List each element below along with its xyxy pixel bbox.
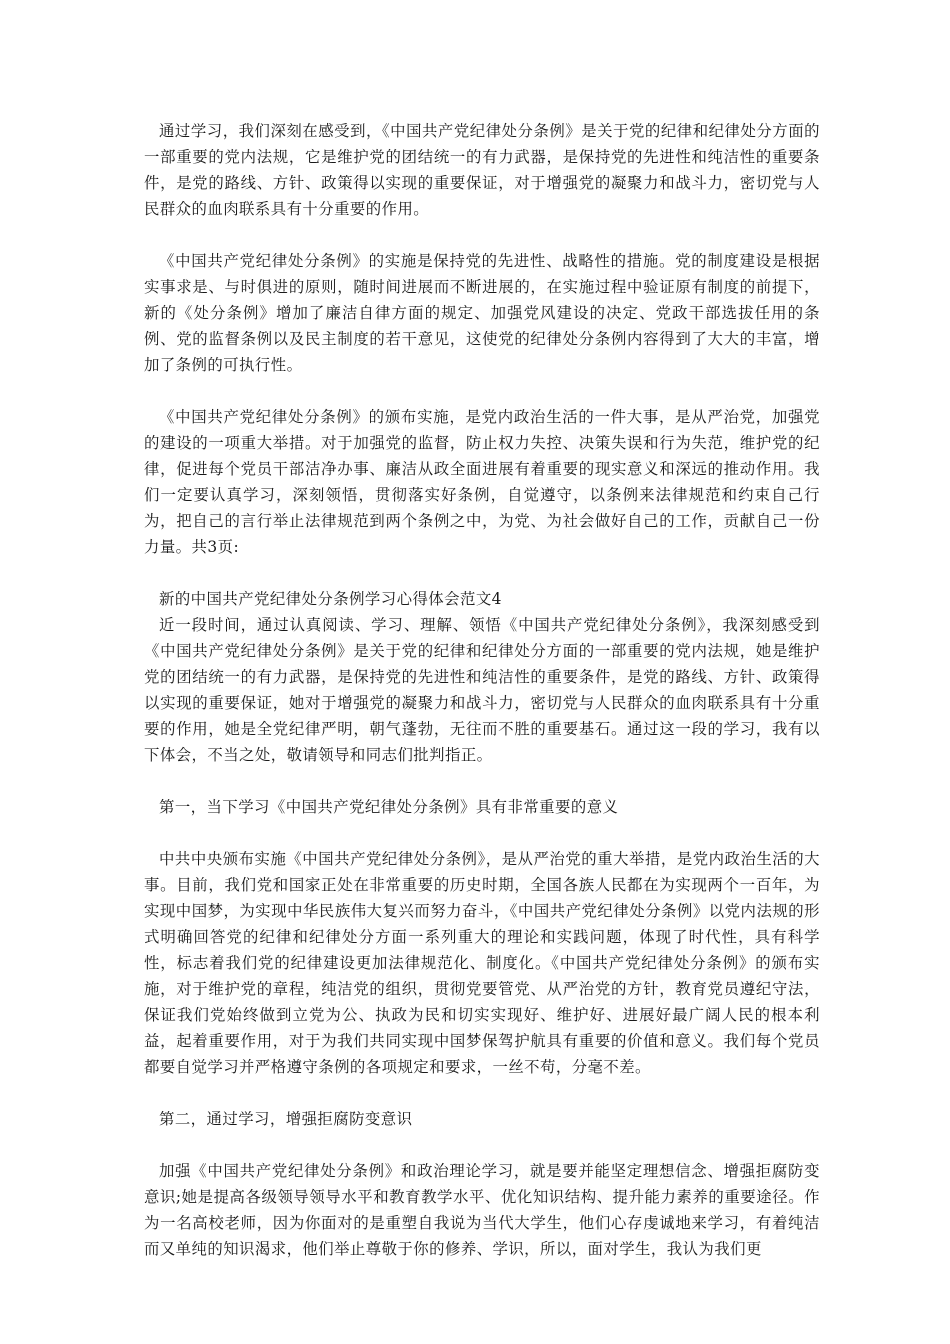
paragraph-spacer: [144, 560, 820, 586]
paragraph-2: 《中国共产党纪律处分条例》的实施是保持党的先进性、战略性的措施。党的制度建设是根据实事求是、与时俱进的原则，随时间进展而不断进展的，在实施过程中验证原有制度的前提下，新的《处分条例》增加了廉洁自律方面的规定、加强党风建设的决定、党政干部选拔任用的条例、党的监督条例以及民主制度的若干意见，这使党的纪律处分条例内容得到了大大的丰富，增加了条例的可执行性。: [144, 252, 820, 374]
paragraph-spacer: [144, 820, 820, 846]
paragraph-1: 通过学习，我们深刻在感受到，《中国共产党纪律处分条例》是关于党的纪律和纪律处分方面的一部重要的党内法规，它是维护党的团结统一的有力武器，是保持党的先进性和纯洁性的重要条件，是党的路线、方针、政策得以实现的重要保证，对于增强党的凝聚力和战斗力，密切党与人民群众的血肉联系具有十分重要的作用。: [144, 122, 820, 218]
paragraph-spacer: [144, 768, 820, 794]
paragraph-spacer: [144, 1080, 820, 1106]
section-heading: 新的中国共产党纪律处分条例学习心得体会范文4: [159, 590, 502, 608]
subheading-2: 第二，通过学习，增强拒腐防变意识: [159, 1110, 413, 1128]
document-page: [144, 118, 820, 1262]
paragraph-spacer: [144, 222, 820, 248]
paragraph-5: 中共中央颁布实施《中国共产党纪律处分条例》，是从严治党的重大举措，是党内政治生活的大事。目前，我们党和国家正处在非常重要的历史时期，全国各族人民都在为实现两个一百年，为实现中国梦，为实现中华民族伟大复兴而努力奋斗，《中国共产党纪律处分条例》以党内法规的形式明确回答党的纪律和纪律处分方面一系列重大的理论和实践问题，体现了时代性，具有科学性，标志着我们党的纪律建设更加法律规范化、制度化。《中国共产党纪律处分条例》的颁布实施，对于维护党的章程，纯洁党的组织，贯彻党要管党、从严治党的方针，教育党员遵纪守法，保证我们党始终做到立党为公、执政为民和切实实现好、维护好、进展好最广阔人民的根本利益，起着重要作用，对于为我们共同实现中国梦保驾护航具有重要的价值和意义。我们每个党员都要自觉学习并严格遵守条例的各项规定和要求，一丝不苟，分毫不差。: [144, 850, 820, 1076]
paragraph-6: 加强《中国共产党纪律处分条例》和政治理论学习，就是要并能坚定理想信念、增强拒腐防变意识;她是提高各级领导领导水平和教育教学水平、优化知识结构、提升能力素养的重要途径。作为一名高校老师，因为你面对的是重塑自我说为当代大学生，他们心存虔诚地来学习，有着纯洁而又单纯的知识渴求，他们举止尊敬于你的修养、学识，所以，面对学生，我认为我们更: [144, 1162, 820, 1258]
paragraph-4: 近一段时间，通过认真阅读、学习、理解、领悟《中国共产党纪律处分条例》，我深刻感受到《中国共产党纪律处分条例》是关于党的纪律和纪律处分方面的一部重要的党内法规，她是维护党的团结统一的有力武器，是保持党的先进性和纯洁性的重要条件，是党的路线、方针、政策得以实现的重要保证，她对于增强党的凝聚力和战斗力，密切党与人民群众的血肉联系具有十分重要的作用，她是全党纪律严明，朝气蓬勃，无往而不胜的重要基石。通过这一段的学习，我有以下体会，不当之处，敬请领导和同志们批判指正。: [144, 616, 820, 764]
subheading-1: 第一，当下学习《中国共产党纪律处分条例》具有非常重要的意义: [159, 798, 619, 816]
paragraph-3: 《中国共产党纪律处分条例》的颁布实施，是党内政治生活的一件大事，是从严治党，加强党的建设的一项重大举措。对于加强党的监督，防止权力失控、决策失误和行为失范，维护党的纪律，促进每个党员干部洁净办事、廉洁从政全面进展有着重要的现实意义和深远的推动作用。我们一定要认真学习，深刻领悟，贯彻落实好条例，自觉遵守，以条例来法律规范和约束自己行为，把自己的言行举止法律规范到两个条例之中，为党、为社会做好自己的工作，贡献自己一份力量。共3页:: [144, 408, 820, 556]
paragraph-spacer: [144, 378, 820, 404]
paragraph-spacer: [144, 1132, 820, 1158]
